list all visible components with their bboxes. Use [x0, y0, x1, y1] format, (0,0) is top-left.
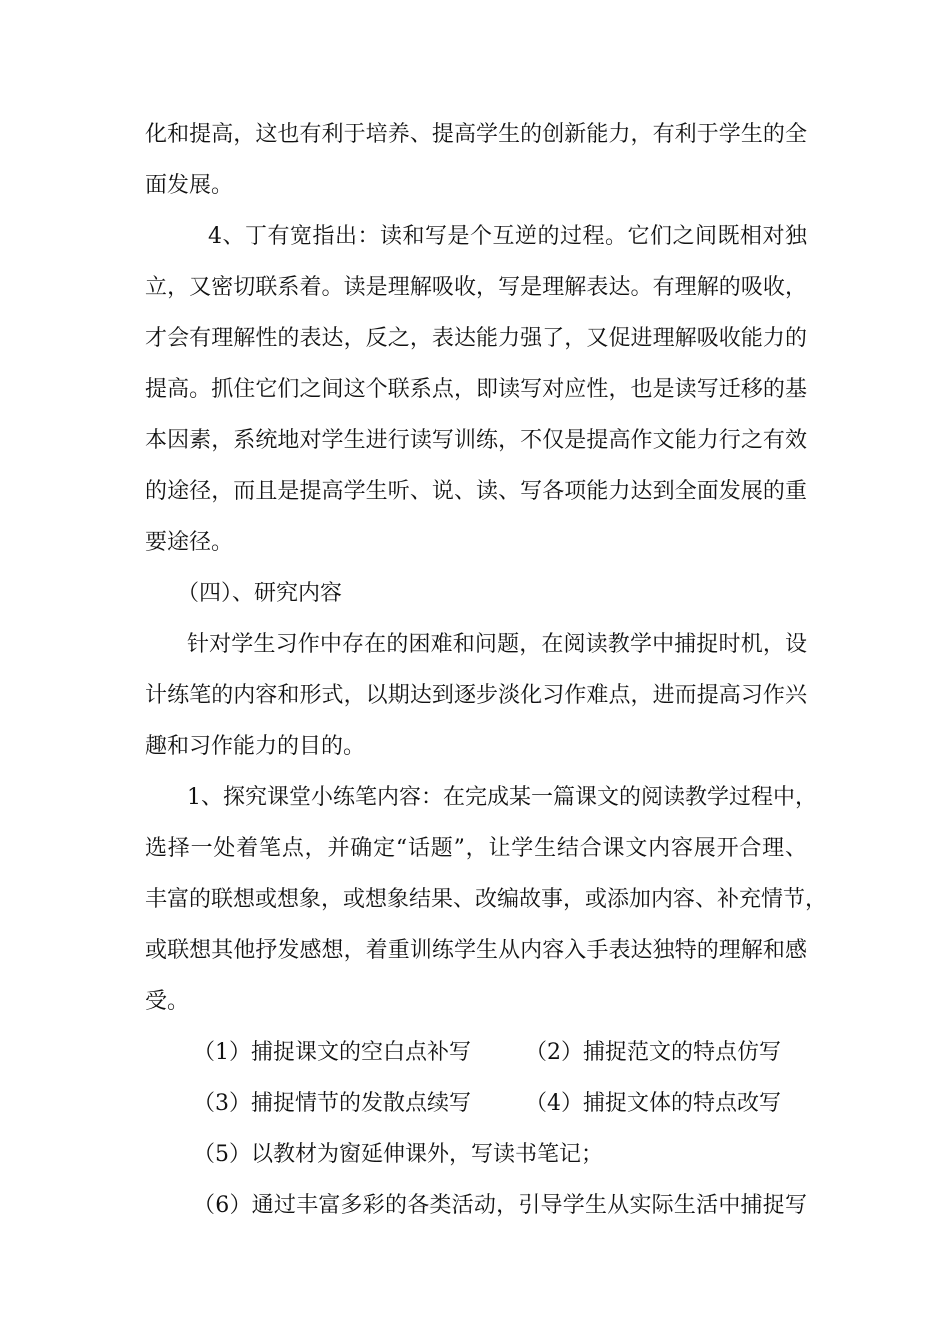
paragraph-line: 立，又密切联系着。读是理解吸收，写是理解表达。有理解的吸收， — [145, 275, 807, 300]
paragraph-line: 丰富的联想或想象，或想象结果、改编故事，或添加内容、补充情节， — [145, 887, 828, 912]
list-item: （1）捕捉课文的空白点补写 — [193, 1040, 471, 1065]
paragraph-line: 化和提高，这也有利于培养、提高学生的创新能力，有利于学生的全 — [145, 122, 807, 147]
paragraph-line: 1、探究课堂小练笔内容：在完成某一篇课文的阅读教学过程中， — [187, 785, 817, 810]
paragraph-line: 4、丁有宽指出：读和写是个互逆的过程。它们之间既相对独 — [208, 224, 807, 249]
paragraph-line: 受。 — [145, 989, 190, 1014]
list-item: （4）捕捉文体的特点改写 — [525, 1091, 781, 1116]
paragraph-line: 选择一处着笔点，并确定“话题”，让学生结合课文内容展开合理、 — [145, 836, 807, 861]
paragraph-line: 要途径。 — [145, 530, 234, 555]
list-item: （6）通过丰富多彩的各类活动，引导学生从实际生活中捕捉写 — [193, 1193, 807, 1218]
section-heading: （四）、研究内容 — [177, 581, 343, 606]
paragraph-line: 或联想其他抒发感想，着重训练学生从内容入手表达独特的理解和感 — [145, 938, 807, 963]
paragraph-line: 针对学生习作中存在的困难和问题，在阅读教学中捕捉时机，设 — [187, 632, 807, 657]
list-item: （2）捕捉范文的特点仿写 — [525, 1040, 781, 1065]
paragraph-line: 趣和习作能力的目的。 — [145, 734, 366, 759]
paragraph-line: 本因素，系统地对学生进行读写训练，不仅是提高作文能力行之有效 — [145, 428, 807, 453]
paragraph-line: 面发展。 — [145, 173, 234, 198]
paragraph-line: 才会有理解性的表达，反之，表达能力强了，又促进理解吸收能力的 — [145, 326, 807, 351]
paragraph-line: 的途径，而且是提高学生听、说、读、写各项能力达到全面发展的重 — [145, 479, 807, 504]
paragraph-line: 提高。抓住它们之间这个联系点，即读写对应性，也是读写迁移的基 — [145, 377, 807, 402]
paragraph-line: 计练笔的内容和形式，以期达到逐步淡化习作难点，进而提高习作兴 — [145, 683, 807, 708]
list-item: （3）捕捉情节的发散点续写 — [193, 1091, 471, 1116]
list-item: （5）以教材为窗延伸课外，写读书笔记； — [193, 1142, 603, 1167]
